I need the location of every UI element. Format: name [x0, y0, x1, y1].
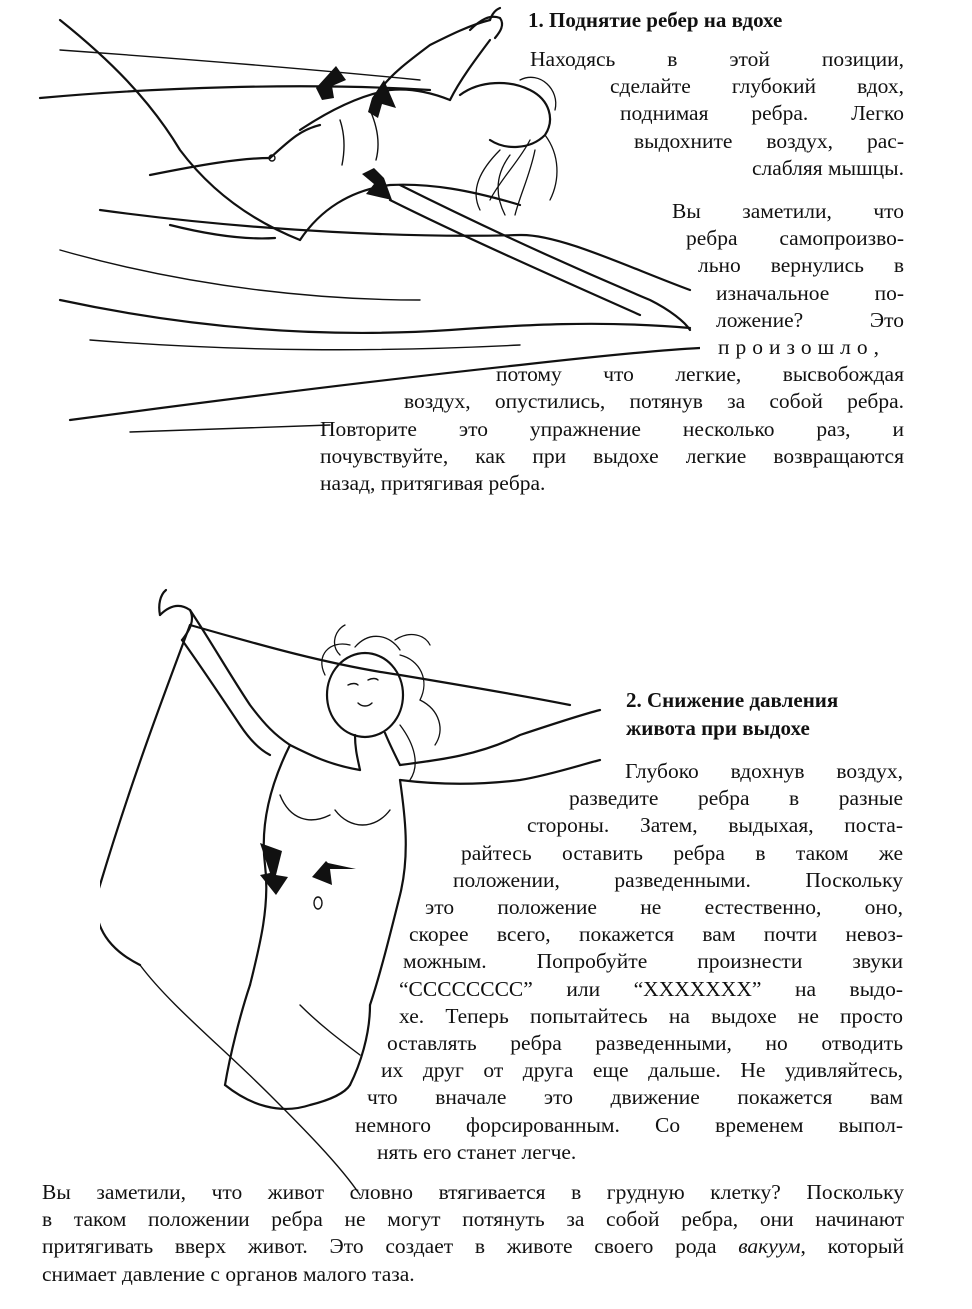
text-line: ложение? Это [716, 307, 904, 332]
text-line: почувствуйте, как при выдохе легкие возвращаются [320, 443, 904, 468]
text-line: ребра самопроизво- [686, 226, 904, 251]
text-line: воздух, опустились, потянув за собой ребра. [404, 389, 904, 414]
text-line [42, 1233, 904, 1260]
text-line: можным. Попробуйте произнести звуки [403, 949, 903, 974]
text-segment: притягивать вверх живот. Это создает в животе своего рода [42, 1234, 739, 1259]
text-line: что вначале это движение покажется вам [367, 1085, 903, 1110]
text-line: райтесь оставить ребра в таком же [461, 840, 903, 865]
section-1-title: 1. Поднятие ребер на вдохе [528, 8, 783, 32]
text-line: снимает давление с органов малого таза. [42, 1261, 415, 1286]
text-line: выдохните воздух, рас- [634, 128, 904, 153]
section-2-paragraph [355, 758, 903, 1166]
section-1-paragraph-1 [530, 46, 904, 182]
section-2-title [626, 686, 916, 742]
text-line: в таком положении ребра не могут потянуть за собой ребра, они начинают [42, 1207, 904, 1232]
text-line: хе. Теперь попытайтесь на выдохе не просто [399, 1003, 903, 1028]
text-line: стороны. Затем, выдыхая, поста- [527, 813, 903, 838]
text-line: немного форсированным. Со временем выпол- [355, 1112, 903, 1137]
text-line: льно вернулись в [698, 253, 904, 278]
text-line: изначальное по- [716, 280, 904, 305]
text-line: сделайте глубокий вдох, [610, 74, 904, 99]
text-line: их друг от друга еще дальше. Не удивляйтесь, [381, 1058, 903, 1083]
title-line: живота при выдохе [626, 716, 810, 740]
text-line: скорее всего, покажется вам почти невоз- [409, 922, 903, 947]
text-line: Находясь в этой позиции, [530, 47, 904, 71]
text-line: Вы заметили, что [672, 199, 904, 223]
text-segment: , который [800, 1234, 904, 1259]
text-line: Повторите это упражнение несколько раз, и [320, 416, 904, 441]
text-line: Глубоко вдохнув воздух, [625, 759, 903, 783]
text-line: “СССССССС” или “ХХХХХХХ” на выдо- [399, 976, 903, 1001]
text-line: нять его станет легче. [377, 1139, 577, 1164]
text-line: положении, разведенными. Поскольку [453, 867, 903, 892]
text-line: потому что легкие, высвобождая [496, 362, 904, 387]
text-line: Вы заметили, что живот словно втягивается в грудную клетку? Поскольку [42, 1180, 904, 1204]
text-line: это положение не естественно, оно, [425, 895, 903, 920]
text-line: слабляя мышцы. [751, 155, 904, 180]
text-line: разведите ребра в разные [569, 786, 903, 811]
title-line: 2. Снижение давления [626, 688, 839, 712]
bottom-paragraph [42, 1179, 904, 1288]
emphasized-word: вакуум [738, 1234, 801, 1259]
text-line: поднимая ребра. Легко [620, 101, 904, 126]
text-line: назад, притягивая ребра. [320, 471, 546, 496]
text-line: оставлять ребра разведенными, но отводить [387, 1031, 903, 1056]
text-line: произошло, [718, 335, 886, 360]
section-1-paragraph-2 [320, 198, 904, 497]
